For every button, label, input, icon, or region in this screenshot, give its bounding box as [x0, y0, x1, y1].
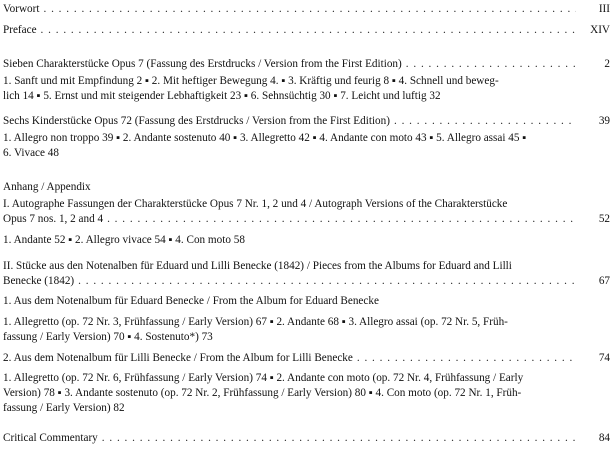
- toc-entry-vorwort[interactable]: [3, 2, 610, 18]
- lilli-pieces-line-2: Version) 78 ▪ 3. Andante sostenuto (op. 72 Nr. 2, Frühfassung / Early Version) 80 ▪ 4. Con moto (op. 72 Nr. 1, Früh-: [3, 387, 522, 399]
- toc-entry-preface[interactable]: [3, 23, 610, 39]
- page-number: 2: [604, 58, 610, 70]
- entry-title: Sechs Kinderstücke Opus 72 (Fassung des Erstdrucks / Version from the First Edition): [3, 115, 390, 127]
- toc-entry-critical-commentary[interactable]: [3, 431, 610, 447]
- leader-dots: [41, 23, 576, 39]
- leader-dots: [107, 212, 576, 228]
- autographs-title-line-1: I. Autographe Fassungen der Charakterstücke Opus 7 Nr. 1, 2 und 4 / Autograph Versions of the Charakterstücke: [3, 198, 508, 210]
- toc-entry-benecke[interactable]: [3, 274, 610, 290]
- entry-title: Benecke (1842): [3, 275, 75, 287]
- page-number: 84: [598, 432, 610, 444]
- opus7-pieces-line-2: lich 14 ▪ 5. Ernst und mit steigender Lebhaftigkeit 23 ▪ 6. Sehnsüchtig 30 ▪ 7. Leicht und luftig 32: [3, 90, 441, 102]
- page-number: III: [598, 3, 610, 15]
- lilli-pieces-line-1: 1. Allegretto (op. 72 Nr. 6, Frühfassung / Early Version) 74 ▪ 2. Andante con moto (op. 72 Nr. 4, Frühfassung / Early: [3, 372, 524, 384]
- entry-title: Opus 7 nos. 1, 2 and 4: [3, 213, 104, 225]
- toc-entry-opus72[interactable]: [3, 114, 610, 130]
- leader-dots: [78, 274, 576, 290]
- appendix-heading: Anhang / Appendix: [3, 181, 91, 193]
- leader-dots: [406, 57, 576, 73]
- entry-label: Critical Commentary: [3, 432, 98, 444]
- eduard-pieces-line-1: 1. Allegretto (op. 72 Nr. 3, Frühfassung / Early Version) 67 ▪ 2. Andante 68 ▪ 3. Allegro assai (op. 72 Nr. 5, Früh-: [3, 316, 508, 328]
- leader-dots: [43, 2, 576, 18]
- leader-dots: [102, 431, 576, 447]
- page-number: 74: [598, 352, 610, 364]
- toc-entry-autographs[interactable]: [3, 212, 610, 228]
- page-number: 39: [598, 115, 610, 127]
- page-number: XIV: [590, 24, 610, 36]
- eduard-album-title: 1. Aus dem Notenalbum für Eduard Benecke / From the Album for Eduard Benecke: [3, 295, 379, 307]
- entry-label: Preface: [3, 24, 37, 36]
- toc-entry-opus7[interactable]: [3, 57, 610, 73]
- leader-dots: [394, 114, 576, 130]
- entry-label: Vorwort: [3, 3, 40, 15]
- opus7-pieces-line-1: 1. Sanft und mit Empfindung 2 ▪ 2. Mit heftiger Bewegung 4. ▪ 3. Kräftig und feurig 8 ▪ 4. Schnell und beweg-: [3, 75, 499, 87]
- opus72-pieces-line-1: 1. Allegro non troppo 39 ▪ 2. Andante sostenuto 40 ▪ 3. Allegretto 42 ▪ 4. Andante con moto 43 ▪ 5. Allegro assai 45 ▪: [3, 132, 527, 144]
- benecke-title-line-1: II. Stücke aus den Notenalben für Eduard und Lilli Benecke (1842) / Pieces from the Albums for Eduard and Lilli: [3, 260, 512, 272]
- page-number: 67: [598, 275, 610, 287]
- lilli-pieces-line-3: fassung / Early Version) 82: [3, 402, 125, 414]
- autographs-pieces: 1. Andante 52 ▪ 2. Allegro vivace 54 ▪ 4. Con moto 58: [3, 234, 245, 246]
- entry-title: 2. Aus dem Notenalbum für Lilli Benecke / From the Album for Lilli Benecke: [3, 352, 353, 364]
- eduard-pieces-line-2: fassung / Early Version) 70 ▪ 4. Sostenuto*) 73: [3, 331, 213, 343]
- page-number: 52: [598, 213, 610, 225]
- entry-title: Sieben Charakterstücke Opus 7 (Fassung des Erstdrucks / Version from the First Edition): [3, 58, 402, 70]
- leader-dots: [357, 351, 576, 367]
- toc-entry-lilli[interactable]: [3, 351, 610, 367]
- opus72-pieces-line-2: 6. Vivace 48: [3, 147, 59, 159]
